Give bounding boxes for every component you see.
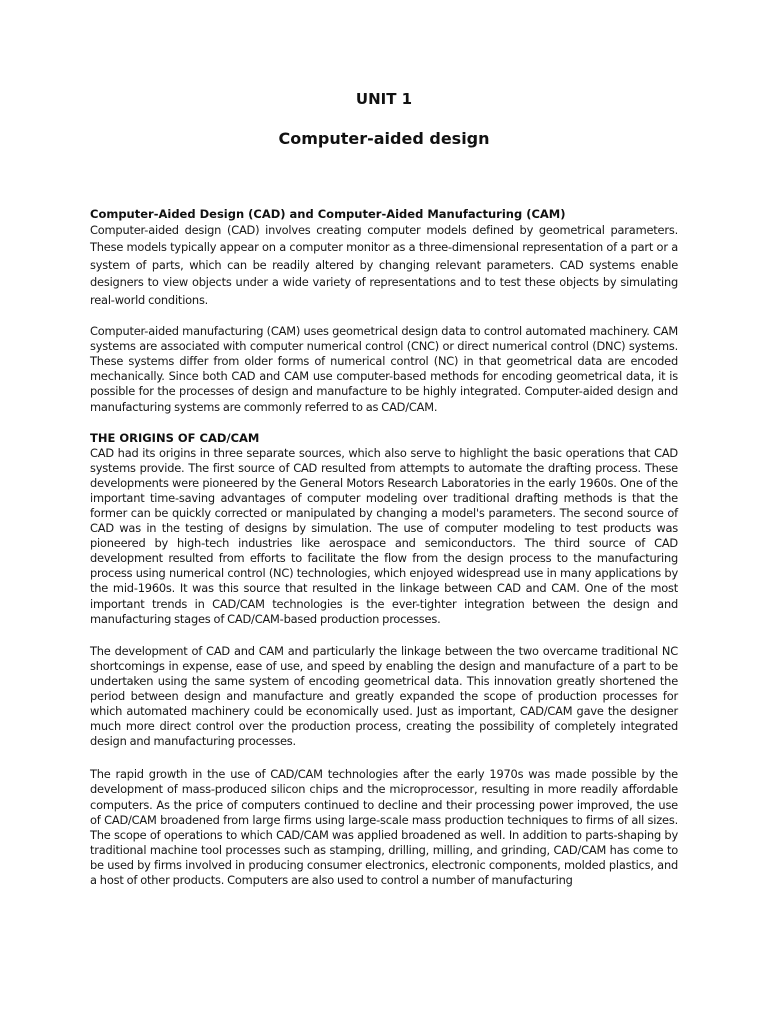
document-body bbox=[90, 206, 678, 888]
paragraph-origins-3: The rapid growth in the use of CAD/CAM technologies after the early 1970s was made possible by the development of mass-produced silicon chips and the microprocessor, resulting in more readily affordable computers. As the price of computers continued to decline and their processing power improved, the use of CAD/CAM broadened from large firms using large-scale mass production techniques to firms of all sizes. The scope of operations to which CAD/CAM was applied broadened as well. In addition to parts-shaping by traditional machine tool processes such as stamping, drilling, milling, and grinding, CAD/CAM has come to be used by firms involved in producing consumer electronics, electronic components, molded plastics, and a host of other products. Computers are also used to control a number of manufacturing bbox=[90, 767, 678, 888]
paragraph-origins-1: CAD had its origins in three separate sources, which also serve to highlight the basic operations that CAD systems provide. The first source of CAD resulted from attempts to automate the drafting process. These developments were pioneered by the General Motors Research Laboratories in the early 1960s. One of the important time-saving advantages of computer modeling over traditional drafting methods is that the former can be quickly corrected or manipulated by changing a model's parameters. The second source of CAD was in the testing of designs by simulation. The use of computer modeling to test products was pioneered by high-tech industries like aerospace and semiconductors. The third source of CAD development resulted from efforts to facilitate the flow from the design process to the manufacturing process using numerical control (NC) technologies, which enjoyed widespread use in many applications by the mid-1960s. It was this source that resulted in the linkage between CAD and CAM. One of the most important trends in CAD/CAM technologies is the ever-tighter integration between the design and manufacturing stages of CAD/CAM-based production processes. bbox=[90, 445, 678, 626]
paragraph-origins-2: The development of CAD and CAM and particularly the linkage between the two overcame traditional NC shortcomings in expense, ease of use, and speed by enabling the design and manufacture of a part to be undertaken using the same system of encoding geometrical data. This innovation greatly shortened the period between design and manufacture and greatly expanded the scope of production processes for which automated machinery could be economically used. Just as important, CAD/CAM gave the designer much more direct control over the production process, creating the possibility of completely integrated design and manufacturing processes. bbox=[90, 643, 678, 749]
section-heading-origins: THE ORIGINS OF CAD/CAM bbox=[90, 430, 260, 445]
paragraph-cad-definition: Computer-aided design (CAD) involves creating computer models defined by geometrical parameters. These models typically appear on a computer monitor as a three-dimensional representation of a part or a system of parts, which can be readily altered by changing relevant parameters. CAD systems enable designers to view objects under a wide variety of representations and to test these objects by simulating real-world conditions. bbox=[90, 223, 678, 307]
section-heading-cad-cam: Computer-Aided Design (CAD) and Computer-Aided Manufacturing (CAM) bbox=[90, 207, 566, 221]
unit-label: UNIT 1 bbox=[355, 90, 413, 108]
page-title: Computer-aided design bbox=[278, 129, 490, 148]
paragraph-cam-definition: Computer-aided manufacturing (CAM) uses geometrical design data to control automated machinery. CAM systems are associated with computer numerical control (CNC) or direct numerical control (DNC) systems. These systems differ from older forms of numerical control (NC) in that geometrical data are encoded mechanically. Since both CAD and CAM use computer-based methods for encoding geometrical data, it is possible for the processes of design and manufacture to be highly integrated. Computer-aided design and manufacturing systems are commonly referred to as CAD/CAM. bbox=[90, 324, 678, 414]
